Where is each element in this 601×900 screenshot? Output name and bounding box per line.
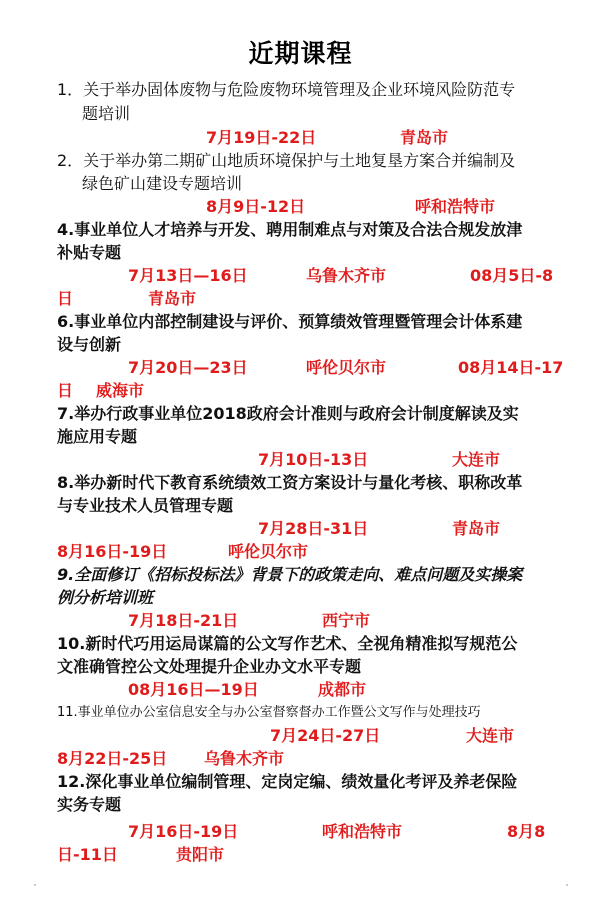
course-12-session-2-city: 贵阳市 bbox=[176, 845, 225, 864]
course-12-session-1-city: 呼和浩特市 bbox=[322, 822, 403, 841]
course-1-title-line2: 题培训 bbox=[82, 104, 131, 123]
course-6-session-2-date-part2: 日 bbox=[57, 381, 74, 400]
course-12-title-line1: 12.深化事业单位编制管理、定岗定编、绩效量化考评及养老保险 bbox=[57, 772, 518, 791]
course-9-title-line1: 9.全面修订《招标投标法》背景下的政策走向、难点问题及实操案 bbox=[57, 565, 523, 584]
course-2-session-1-date: 8月9日-12日 bbox=[206, 197, 306, 216]
course-2-title-line2: 绿色矿山建设专题培训 bbox=[82, 174, 243, 193]
course-12-title-line2: 实务专题 bbox=[57, 795, 122, 814]
course-4-session-2-date-part2: 日 bbox=[57, 289, 74, 308]
course-6-session-2-city: 威海市 bbox=[96, 381, 145, 400]
course-6-title-line2: 设与创新 bbox=[57, 335, 122, 354]
course-9-session-1-city: 西宁市 bbox=[322, 611, 371, 630]
course-4-title-line2: 补贴专题 bbox=[57, 243, 122, 262]
course-4-session-2-city: 青岛市 bbox=[148, 289, 197, 308]
course-10-session-1-city: 成都市 bbox=[318, 680, 367, 699]
course-4-title-line1: 4.事业单位人才培养与开发、聘用制难点与对策及合法合规发放津 bbox=[57, 220, 523, 239]
course-6-session-1-date: 7月20日—23日 bbox=[128, 358, 248, 377]
course-4-session-1-city: 乌鲁木齐市 bbox=[306, 266, 387, 285]
course-10-title-line2: 文准确管控公文处理提升企业办文水平专题 bbox=[57, 657, 362, 676]
course-8-session-2-city: 呼伦贝尔市 bbox=[228, 542, 309, 561]
course-6-title-line1: 6.事业单位内部控制建设与评价、预算绩效管理暨管理会计体系建 bbox=[57, 312, 523, 331]
course-12-session-2-date-part1: 8月8 bbox=[507, 822, 546, 841]
course-12-session-1-date: 7月16日-19日 bbox=[128, 822, 239, 841]
course-4-session-1-date: 7月13日—16日 bbox=[128, 266, 248, 285]
course-11-session-2-date: 8月22日-25日 bbox=[57, 749, 168, 768]
course-10-session-1-date: 08月16日—19日 bbox=[128, 680, 259, 699]
course-4-session-2-date-part1: 08月5日-8 bbox=[470, 266, 554, 285]
page-title: 近期课程 bbox=[248, 39, 353, 68]
course-2-session-1-city: 呼和浩特市 bbox=[415, 197, 496, 216]
course-7-title-line1: 7.举办行政事业单位2018政府会计准则与政府会计制度解读及实 bbox=[57, 404, 519, 423]
course-8-title-line2: 与专业技术人员管理专题 bbox=[57, 496, 234, 515]
course-7-session-1-date: 7月10日-13日 bbox=[258, 450, 369, 469]
course-11-session-2-city: 乌鲁木齐市 bbox=[204, 749, 285, 768]
course-9-title-line2: 例分析培训班 bbox=[57, 588, 154, 607]
course-9-session-1-date: 7月18日-21日 bbox=[128, 611, 239, 630]
course-1-title-line1: 1．关于举办固体废物与危险废物环境管理及企业环境风险防范专 bbox=[57, 80, 516, 99]
course-8-session-2-date: 8月16日-19日 bbox=[57, 542, 168, 561]
course-7-session-1-city: 大连市 bbox=[452, 450, 501, 469]
course-1-session-1-city: 青岛市 bbox=[400, 128, 449, 147]
decorative-dot bbox=[566, 884, 568, 886]
course-11-session-1-city: 大连市 bbox=[466, 726, 515, 745]
course-8-session-1-city: 青岛市 bbox=[452, 519, 501, 538]
course-6-session-1-city: 呼伦贝尔市 bbox=[306, 358, 387, 377]
course-7-title-line2: 施应用专题 bbox=[57, 427, 138, 446]
course-11-session-1-date: 7月24日-27日 bbox=[270, 726, 381, 745]
course-11-title-line1: 11.事业单位办公室信息安全与办公室督察督办工作暨公文写作与处理技巧 bbox=[57, 705, 481, 720]
course-8-session-1-date: 7月28日-31日 bbox=[258, 519, 369, 538]
course-1-session-1-date: 7月19日-22日 bbox=[206, 128, 317, 147]
course-2-title-line1: 2．关于举办第二期矿山地质环境保护与土地复垦方案合并编制及 bbox=[57, 151, 516, 170]
course-8-title-line1: 8.举办新时代下教育系统绩效工资方案设计与量化考核、职称改革 bbox=[57, 473, 523, 492]
course-12-session-2-date-part2: 日-11日 bbox=[57, 845, 118, 864]
course-6-session-2-date-part1: 08月14日-17 bbox=[458, 358, 564, 377]
course-10-title-line1: 10.新时代巧用运局谋篇的公文写作艺术、全视角精准拟写规范公 bbox=[57, 634, 518, 653]
decorative-dot bbox=[34, 884, 36, 886]
